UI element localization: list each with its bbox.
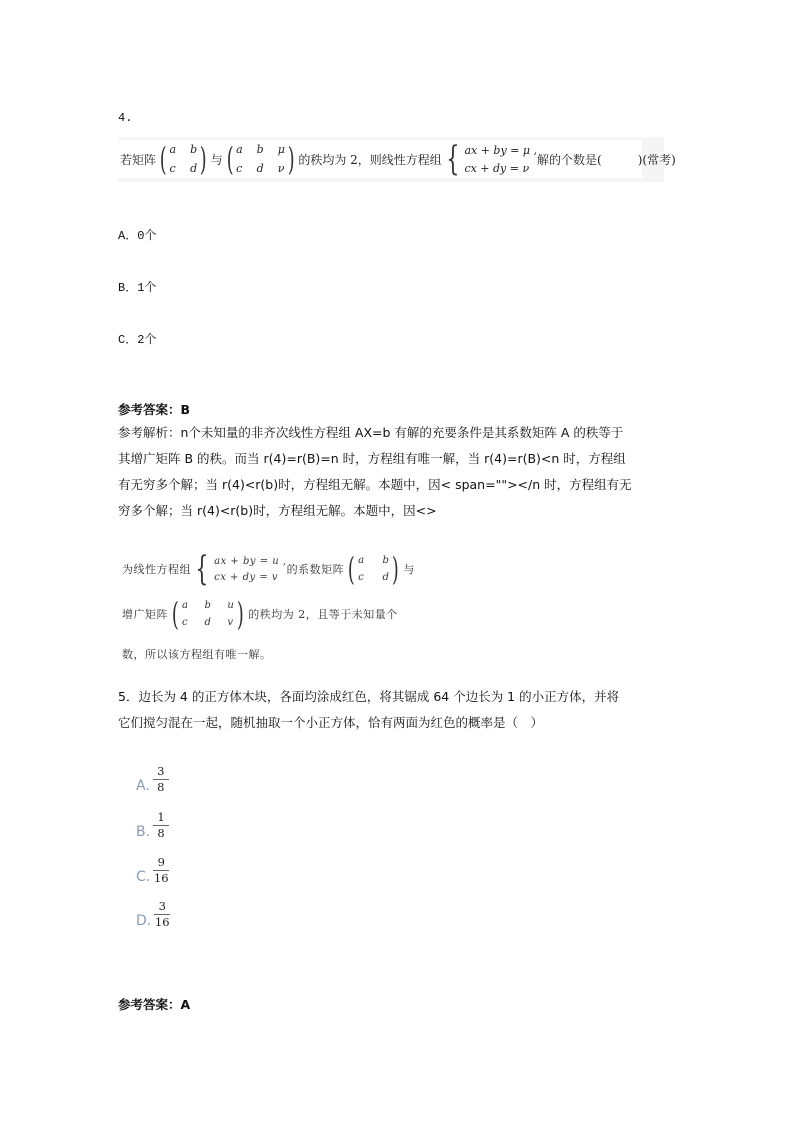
solution-augmented-matrix: ( a b u c d v ) — [171, 595, 245, 633]
answer-line — [118, 400, 190, 418]
analysis-text — [118, 420, 632, 524]
q5-option-c: C. $\frac{9}{16}$ — [136, 855, 169, 885]
solution-system: { ax + by = u , cx + dy = v — [195, 549, 287, 589]
q5-answer-line — [118, 995, 190, 1013]
solution-coefficient-matrix: ( a b c d ) — [347, 550, 400, 588]
augmented-matrix: ( a b μ c d ν ) — [226, 140, 295, 178]
question-5-stem-line-1: 5．边长为 4 的正方体木块，各面均涂成红色，将其锯成 64 个边长为 1 的小正方体，并将 — [118, 689, 620, 704]
stem-middle: 的秩均为 2，则线性方程组 — [298, 152, 442, 167]
stem-suffix: 解的个数是( )(常考) — [537, 152, 676, 167]
fraction: $\frac{3}{8}$ — [153, 765, 169, 794]
option-b: B．1个 — [118, 281, 157, 295]
q5-option-d: D. $\frac{3}{16}$ — [136, 899, 170, 929]
analysis-line-1: 参考解析：n个未知量的非齐次线性方程组 AX=b 有解的充要条件是其系数矩阵 A 的秩等于 — [118, 425, 624, 440]
answer-label: 参考答案： — [118, 402, 181, 417]
analysis-line-3: 有无穷多个解；当 r(4)<r(b)时，方程组无解。本题中，因< span=""></n 时，方程组有无 — [118, 477, 632, 492]
stem-prefix: 若矩阵 — [120, 152, 157, 167]
solution-image — [118, 549, 415, 664]
option-c: C．2个 — [118, 333, 157, 347]
fraction: $\frac{3}{16}$ — [154, 899, 170, 929]
analysis-line-4: 穷多个解；当 r(4)<r(b)时，方程组无解。本题中，因<> — [118, 503, 437, 518]
analysis-line-2: 其增广矩阵 B 的秩。而当 r(4)=r(B)=n 时，方程组有唯一解，当 r(4)=r(B)<n 时，方程组 — [118, 451, 626, 466]
answer-value: B — [180, 402, 191, 417]
question-5-stem — [118, 684, 619, 736]
question-4-stem-image — [118, 137, 676, 182]
equation-system: { ax + by = μ , cx + dy = ν — [446, 139, 538, 179]
q5-option-a: A. $\frac{3}{8}$ — [136, 765, 169, 794]
fraction: $\frac{9}{16}$ — [153, 855, 169, 885]
stem-connector: 与 — [210, 152, 223, 167]
answer-label: 参考答案： — [118, 997, 181, 1012]
solution-line-3: 数，所以该方程组有唯一解。 — [122, 648, 272, 661]
fraction: $\frac{1}{8}$ — [153, 811, 169, 840]
coefficient-matrix: ( a b c d ) — [159, 140, 207, 178]
solution-line-2: 增广矩阵 ( a b u c d v ) 的秩均为 2，且等于未知量个 — [122, 595, 398, 633]
question-5-stem-line-2: 它们搅匀混在一起，随机抽取一个小正方体，恰有两面为红色的概率是（ ） — [118, 715, 544, 730]
option-a: A．0个 — [118, 229, 157, 243]
answer-value: A — [180, 997, 191, 1012]
question-4-number: 4. — [118, 111, 133, 125]
solution-line-1: 为线性方程组 { ax + by = u , cx + dy = v 的系数矩阵 ( a b c d ) 与 — [122, 549, 415, 589]
q5-option-b: B. $\frac{1}{8}$ — [136, 811, 169, 840]
